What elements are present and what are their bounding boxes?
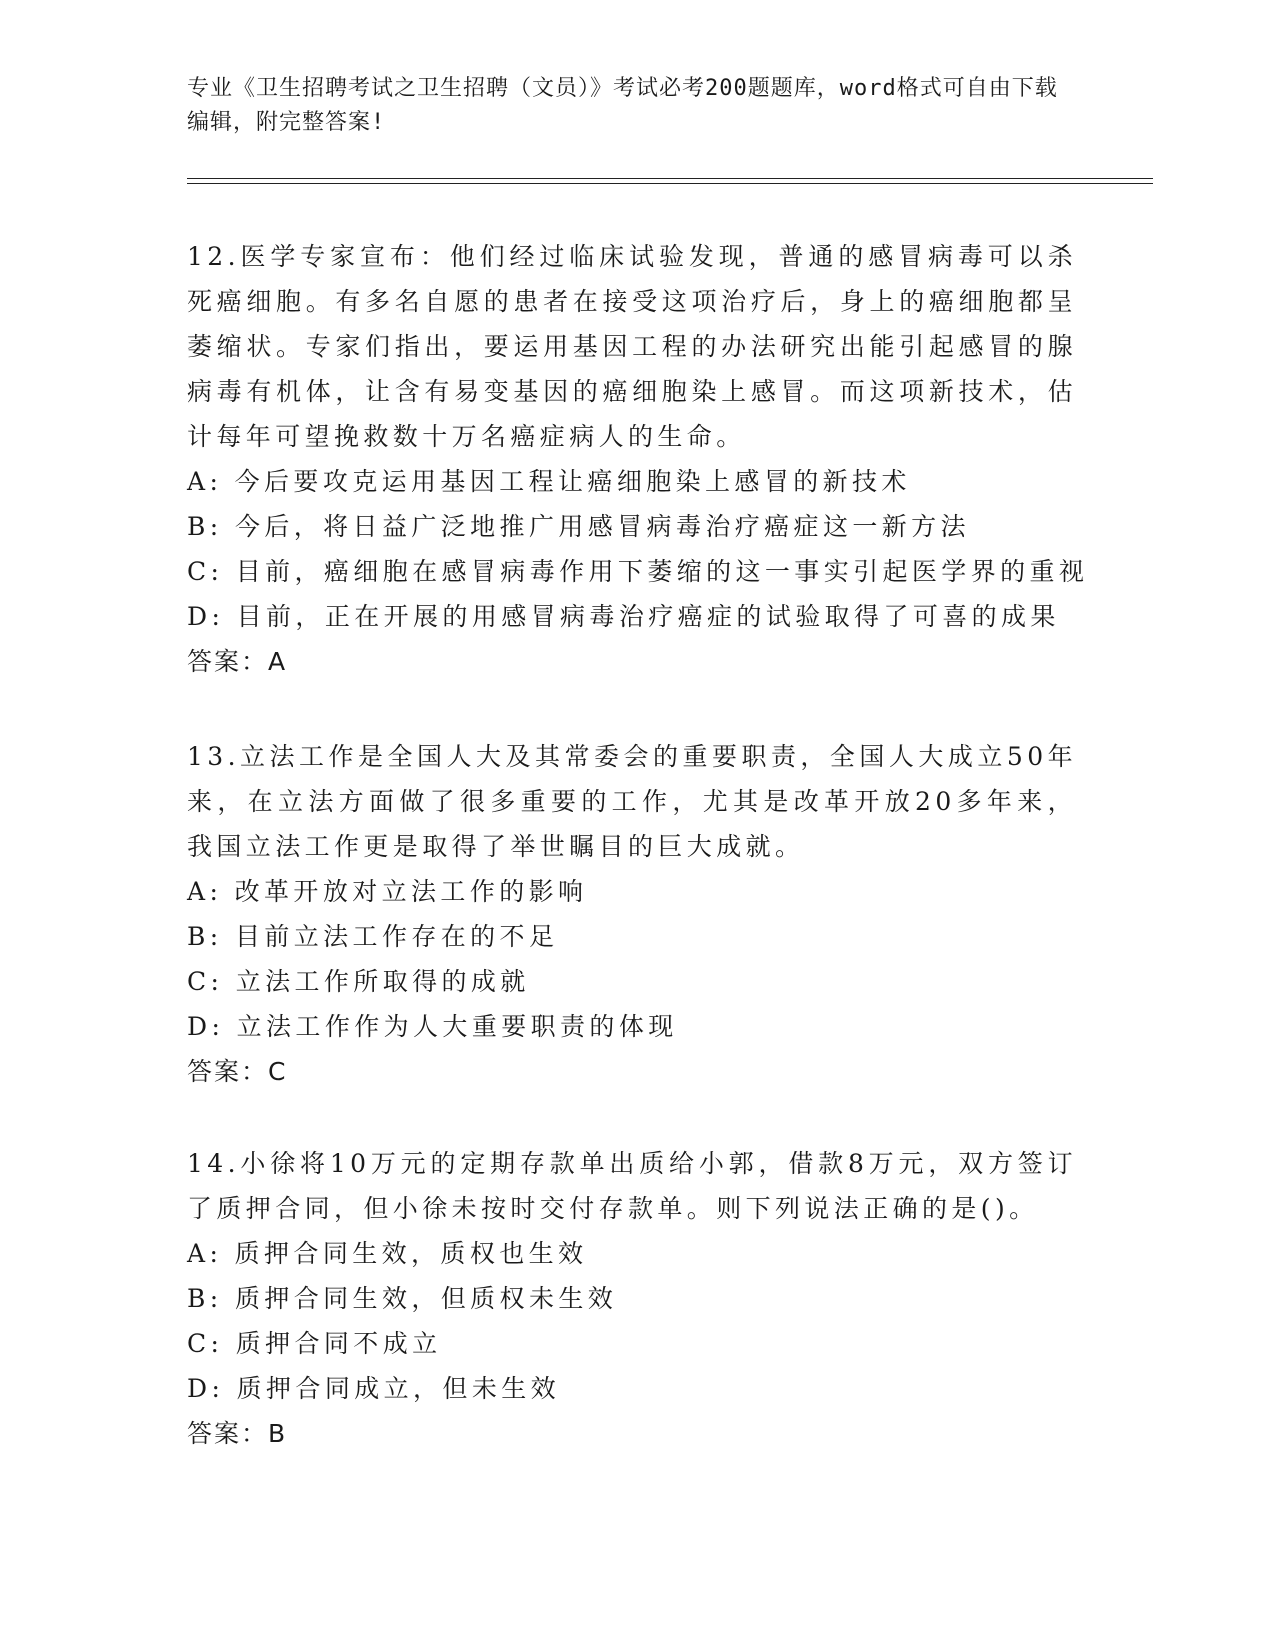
option-a: A: 今后要攻克运用基因工程让癌细胞染上感冒的新技术 bbox=[187, 467, 911, 496]
option-b: B: 目前立法工作存在的不足 bbox=[187, 922, 559, 951]
option-d: D: 目前，正在开展的用感冒病毒治疗癌症的试验取得了可喜的成果 bbox=[187, 602, 1060, 631]
option-b: B: 今后，将日益广泛地推广用感冒病毒治疗癌症这一新方法 bbox=[187, 512, 970, 541]
option-b: B: 质押合同生效，但质权未生效 bbox=[187, 1284, 618, 1313]
option-c: C: 目前，癌细胞在感冒病毒作用下萎缩的这一事实引起医学界的重视 bbox=[187, 557, 1089, 586]
answer: 答案：C bbox=[187, 1057, 288, 1086]
document-header: 专业《卫生招聘考试之卫生招聘（文员）》考试必考200题题库，word格式可自由下载编辑，附完整答案! bbox=[187, 76, 1058, 135]
question-stem: 13.立法工作是全国人大及其常委会的重要职责，全国人大成立50年来，在立法方面做了很多重要的工作，尤其是改革开放20多年来，我国立法工作更是取得了举世瞩目的巨大成就。 bbox=[187, 742, 1077, 861]
option-c: C: 质押合同不成立 bbox=[187, 1329, 442, 1358]
option-a: A: 质押合同生效，质权也生效 bbox=[187, 1239, 588, 1268]
option-c: C: 立法工作所取得的成就 bbox=[187, 967, 530, 996]
question-12 bbox=[187, 234, 1089, 684]
answer: 答案：B bbox=[187, 1419, 288, 1448]
question-14 bbox=[187, 1141, 1077, 1456]
option-d: D: 质押合同成立，但未生效 bbox=[187, 1374, 561, 1403]
header-divider-top bbox=[187, 178, 1153, 179]
header-divider-bottom bbox=[187, 183, 1153, 184]
answer: 答案：A bbox=[187, 647, 288, 676]
question-stem: 12.医学专家宣布：他们经过临床试验发现，普通的感冒病毒可以杀死癌细胞。有多名自愿的患者在接受这项治疗后，身上的癌细胞都呈萎缩状。专家们指出，要运用基因工程的办法研究出能引起感冒的腺病毒有机体，让含有易变基因的癌细胞染上感冒。而这项新技术，估计每年可望挽救数十万名癌症病人的生命。 bbox=[187, 242, 1077, 451]
option-d: D: 立法工作作为人大重要职责的体现 bbox=[187, 1012, 678, 1041]
question-13 bbox=[187, 734, 1077, 1094]
option-a: A: 改革开放对立法工作的影响 bbox=[187, 877, 588, 906]
question-stem: 14.小徐将10万元的定期存款单出质给小郭，借款8万元，双方签订了质押合同，但小徐未按时交付存款单。则下列说法正确的是()。 bbox=[187, 1149, 1077, 1223]
